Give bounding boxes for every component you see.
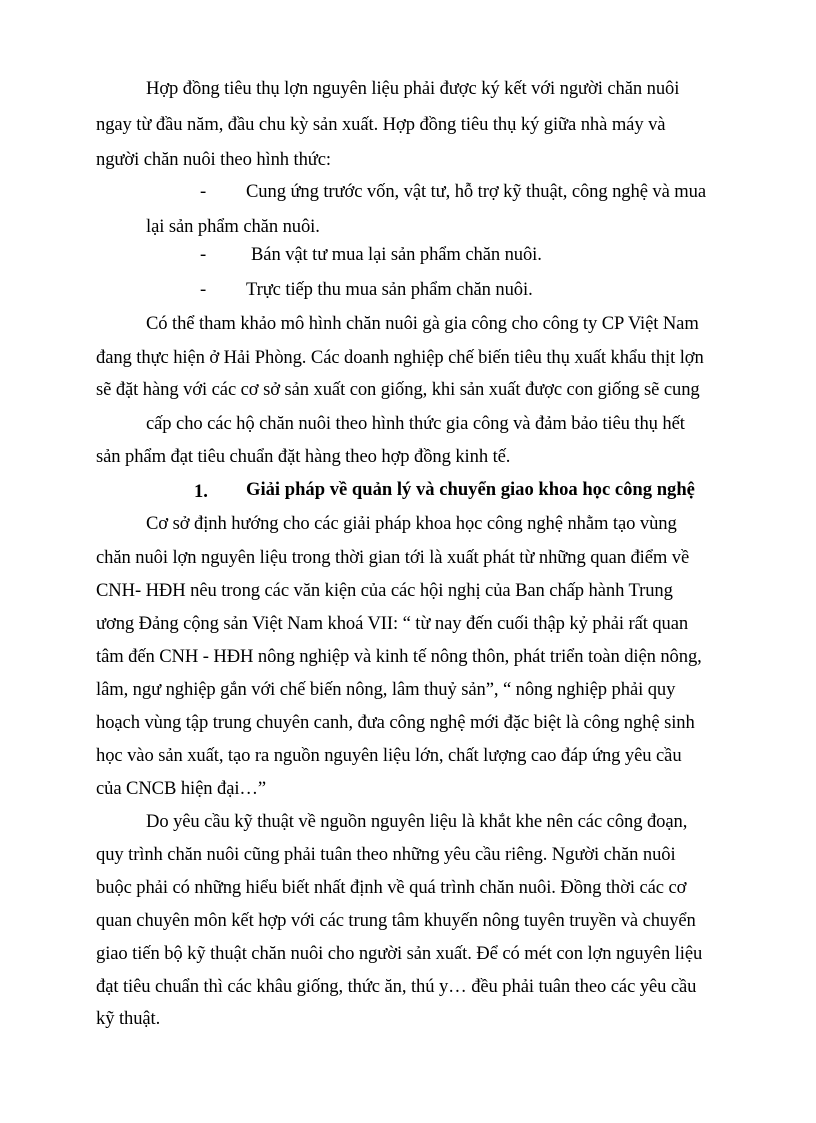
text-line: CNH- HĐH nêu trong các văn kiện của các hội nghị của Ban chấp hành Trung (96, 580, 673, 601)
text-line: quan chuyên môn kết hợp với các trung tâm khuyến nông tuyên truyền và chuyển (96, 910, 696, 931)
text-line: ương Đảng cộng sản Việt Nam khoá VII: “ từ nay đến cuối thập kỷ phải rất quan (96, 613, 689, 634)
text-line: sẽ đặt hàng với các cơ sở sản xuất con giống, khi sản xuất được con giống sẽ cung (96, 379, 700, 400)
text-line: kỹ thuật. (96, 1008, 161, 1029)
text-line: chăn nuôi lợn nguyên liệu trong thời gian tới là xuất phát từ những quan điểm về (96, 547, 690, 568)
text-line: Có thể tham khảo mô hình chăn nuôi gà gia công cho công ty CP Việt Nam (146, 313, 699, 334)
list-item: Cung ứng trước vốn, vật tư, hỗ trợ kỹ thuật, công nghệ và mua (246, 181, 707, 202)
text-line: quy trình chăn nuôi cũng phải tuân theo những yêu cầu riêng. Người chăn nuôi (96, 844, 676, 865)
text-line: ngay từ đầu năm, đầu chu kỳ sản xuất. Hợp đồng tiêu thụ ký giữa nhà máy và (96, 114, 666, 135)
text-line: giao tiến bộ kỹ thuật chăn nuôi cho người sản xuất. Để có mét con lợn nguyên liệu (96, 943, 703, 964)
text-line: học vào sản xuất, tạo ra nguồn nguyên liệu lớn, chất lượng cao đáp ứng yêu cầu (96, 745, 682, 766)
text-line: của CNCB hiện đại…” (96, 778, 267, 799)
text-line: Hợp đồng tiêu thụ lợn nguyên liệu phải được ký kết với người chăn nuôi (146, 78, 680, 99)
text-line: tâm đến CNH - HĐH nông nghiệp và kinh tế nông thôn, phát triển toàn diện nông, (96, 646, 702, 667)
text-line: đạt tiêu chuẩn thì các khâu giống, thức ăn, thú y… đều phải tuân theo các yêu cầu (96, 976, 697, 997)
section-title: Giải pháp về quản lý và chuyển giao khoa học công nghệ (246, 479, 695, 500)
list-item: Bán vật tư mua lại sản phẩm chăn nuôi. (251, 244, 542, 265)
bullet-dash: - (200, 181, 207, 202)
section-number: 1. (194, 481, 208, 502)
text-line: sản phẩm đạt tiêu chuẩn đặt hàng theo hợp đồng kinh tế. (96, 446, 511, 467)
text-line: lâm, ngư nghiệp gắn với chế biến nông, lâm thuỷ sản”, “ nông nghiệp phải quy (96, 679, 676, 700)
text-line: hoạch vùng tập trung chuyên canh, đưa công nghệ mới đặc biệt là công nghệ sinh (96, 712, 695, 733)
text-line: cấp cho các hộ chăn nuôi theo hình thức gia công và đảm bảo tiêu thụ hết (146, 413, 685, 434)
bullet-dash: - (200, 279, 207, 300)
bullet-dash: - (200, 244, 207, 265)
text-line: người chăn nuôi theo hình thức: (96, 149, 331, 170)
text-line: đang thực hiện ở Hải Phòng. Các doanh nghiệp chế biến tiêu thụ xuất khẩu thịt lợn (96, 347, 704, 368)
list-item-continuation: lại sản phẩm chăn nuôi. (146, 216, 320, 237)
list-item: Trực tiếp thu mua sản phẩm chăn nuôi. (246, 279, 533, 300)
text-line: Do yêu cầu kỹ thuật về nguồn nguyên liệu là khắt khe nên các công đoạn, (146, 811, 688, 832)
text-line: Cơ sở định hướng cho các giải pháp khoa học công nghệ nhằm tạo vùng (146, 513, 677, 534)
text-line: buộc phải có những hiểu biết nhất định về quá trình chăn nuôi. Đồng thời các cơ (96, 877, 687, 898)
